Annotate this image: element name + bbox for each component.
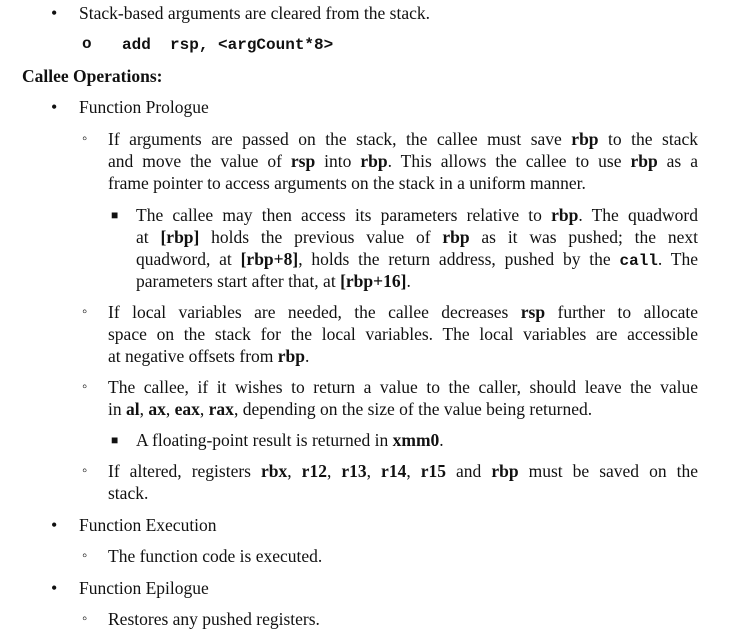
- para-line: frame pointer to access arguments on the stack in a uniform manner.: [108, 173, 586, 193]
- section-heading: Callee Operations:: [22, 66, 163, 86]
- para-line: in al, ax, eax, rax, depending on the size of the value being returned.: [108, 399, 593, 419]
- execution-title: Function Execution: [79, 515, 217, 535]
- bullet-square: ■: [111, 208, 119, 222]
- para-line: parameters start after that, at [rbp+16].: [136, 271, 411, 291]
- bullet-circle: ◦: [82, 463, 88, 479]
- bullet-disc: •: [51, 515, 58, 535]
- bullet-circle: ◦: [82, 611, 88, 627]
- code-line: add rsp, <argCount*8>: [122, 36, 334, 54]
- para-line: If altered, registers rbx, r12, r13, r14, r15 and rbp must be saved on the: [108, 461, 698, 481]
- bullet-circle: ◦: [82, 304, 88, 320]
- prologue-title: Function Prologue: [79, 97, 209, 117]
- para-line: The function code is executed.: [108, 546, 323, 566]
- bullet-circle: ◦: [82, 131, 88, 147]
- bullet-circle: ◦: [82, 379, 88, 395]
- para-line: If local variables are needed, the callee decreases rsp further to allocate: [108, 302, 698, 322]
- bullet-disc: •: [51, 97, 58, 117]
- para-line: at [rbp] holds the previous value of rbp as it was pushed; the next: [136, 227, 699, 247]
- para-line: The callee, if it wishes to return a value to the caller, should leave the value: [108, 377, 698, 397]
- para-line: Restores any pushed registers.: [108, 609, 320, 629]
- para-line: The callee may then access its parameters relative to rbp. The quadword: [136, 205, 699, 225]
- bullet-square: ■: [111, 433, 119, 447]
- epilogue-title: Function Epilogue: [79, 578, 209, 598]
- bullet-circle-bold: o: [82, 35, 92, 53]
- bullet-disc: •: [51, 3, 58, 23]
- bullet-circle: ◦: [82, 548, 88, 564]
- text-line: Stack-based arguments are cleared from the stack.: [79, 3, 430, 23]
- para-line: and move the value of rsp into rbp. This allows the callee to use rbp as a: [108, 151, 698, 171]
- para-line: quadword, at [rbp+8], holds the return address, pushed by the call. The: [136, 249, 698, 270]
- bullet-disc: •: [51, 578, 58, 598]
- para-line: at negative offsets from rbp.: [108, 346, 310, 366]
- para-line: If arguments are passed on the stack, the callee must save rbp to the stack: [108, 129, 698, 149]
- para-line: stack.: [108, 483, 149, 503]
- para-line: A floating-point result is returned in xmm0.: [136, 430, 444, 450]
- para-line: space on the stack for the local variables. The local variables are accessible: [108, 324, 698, 344]
